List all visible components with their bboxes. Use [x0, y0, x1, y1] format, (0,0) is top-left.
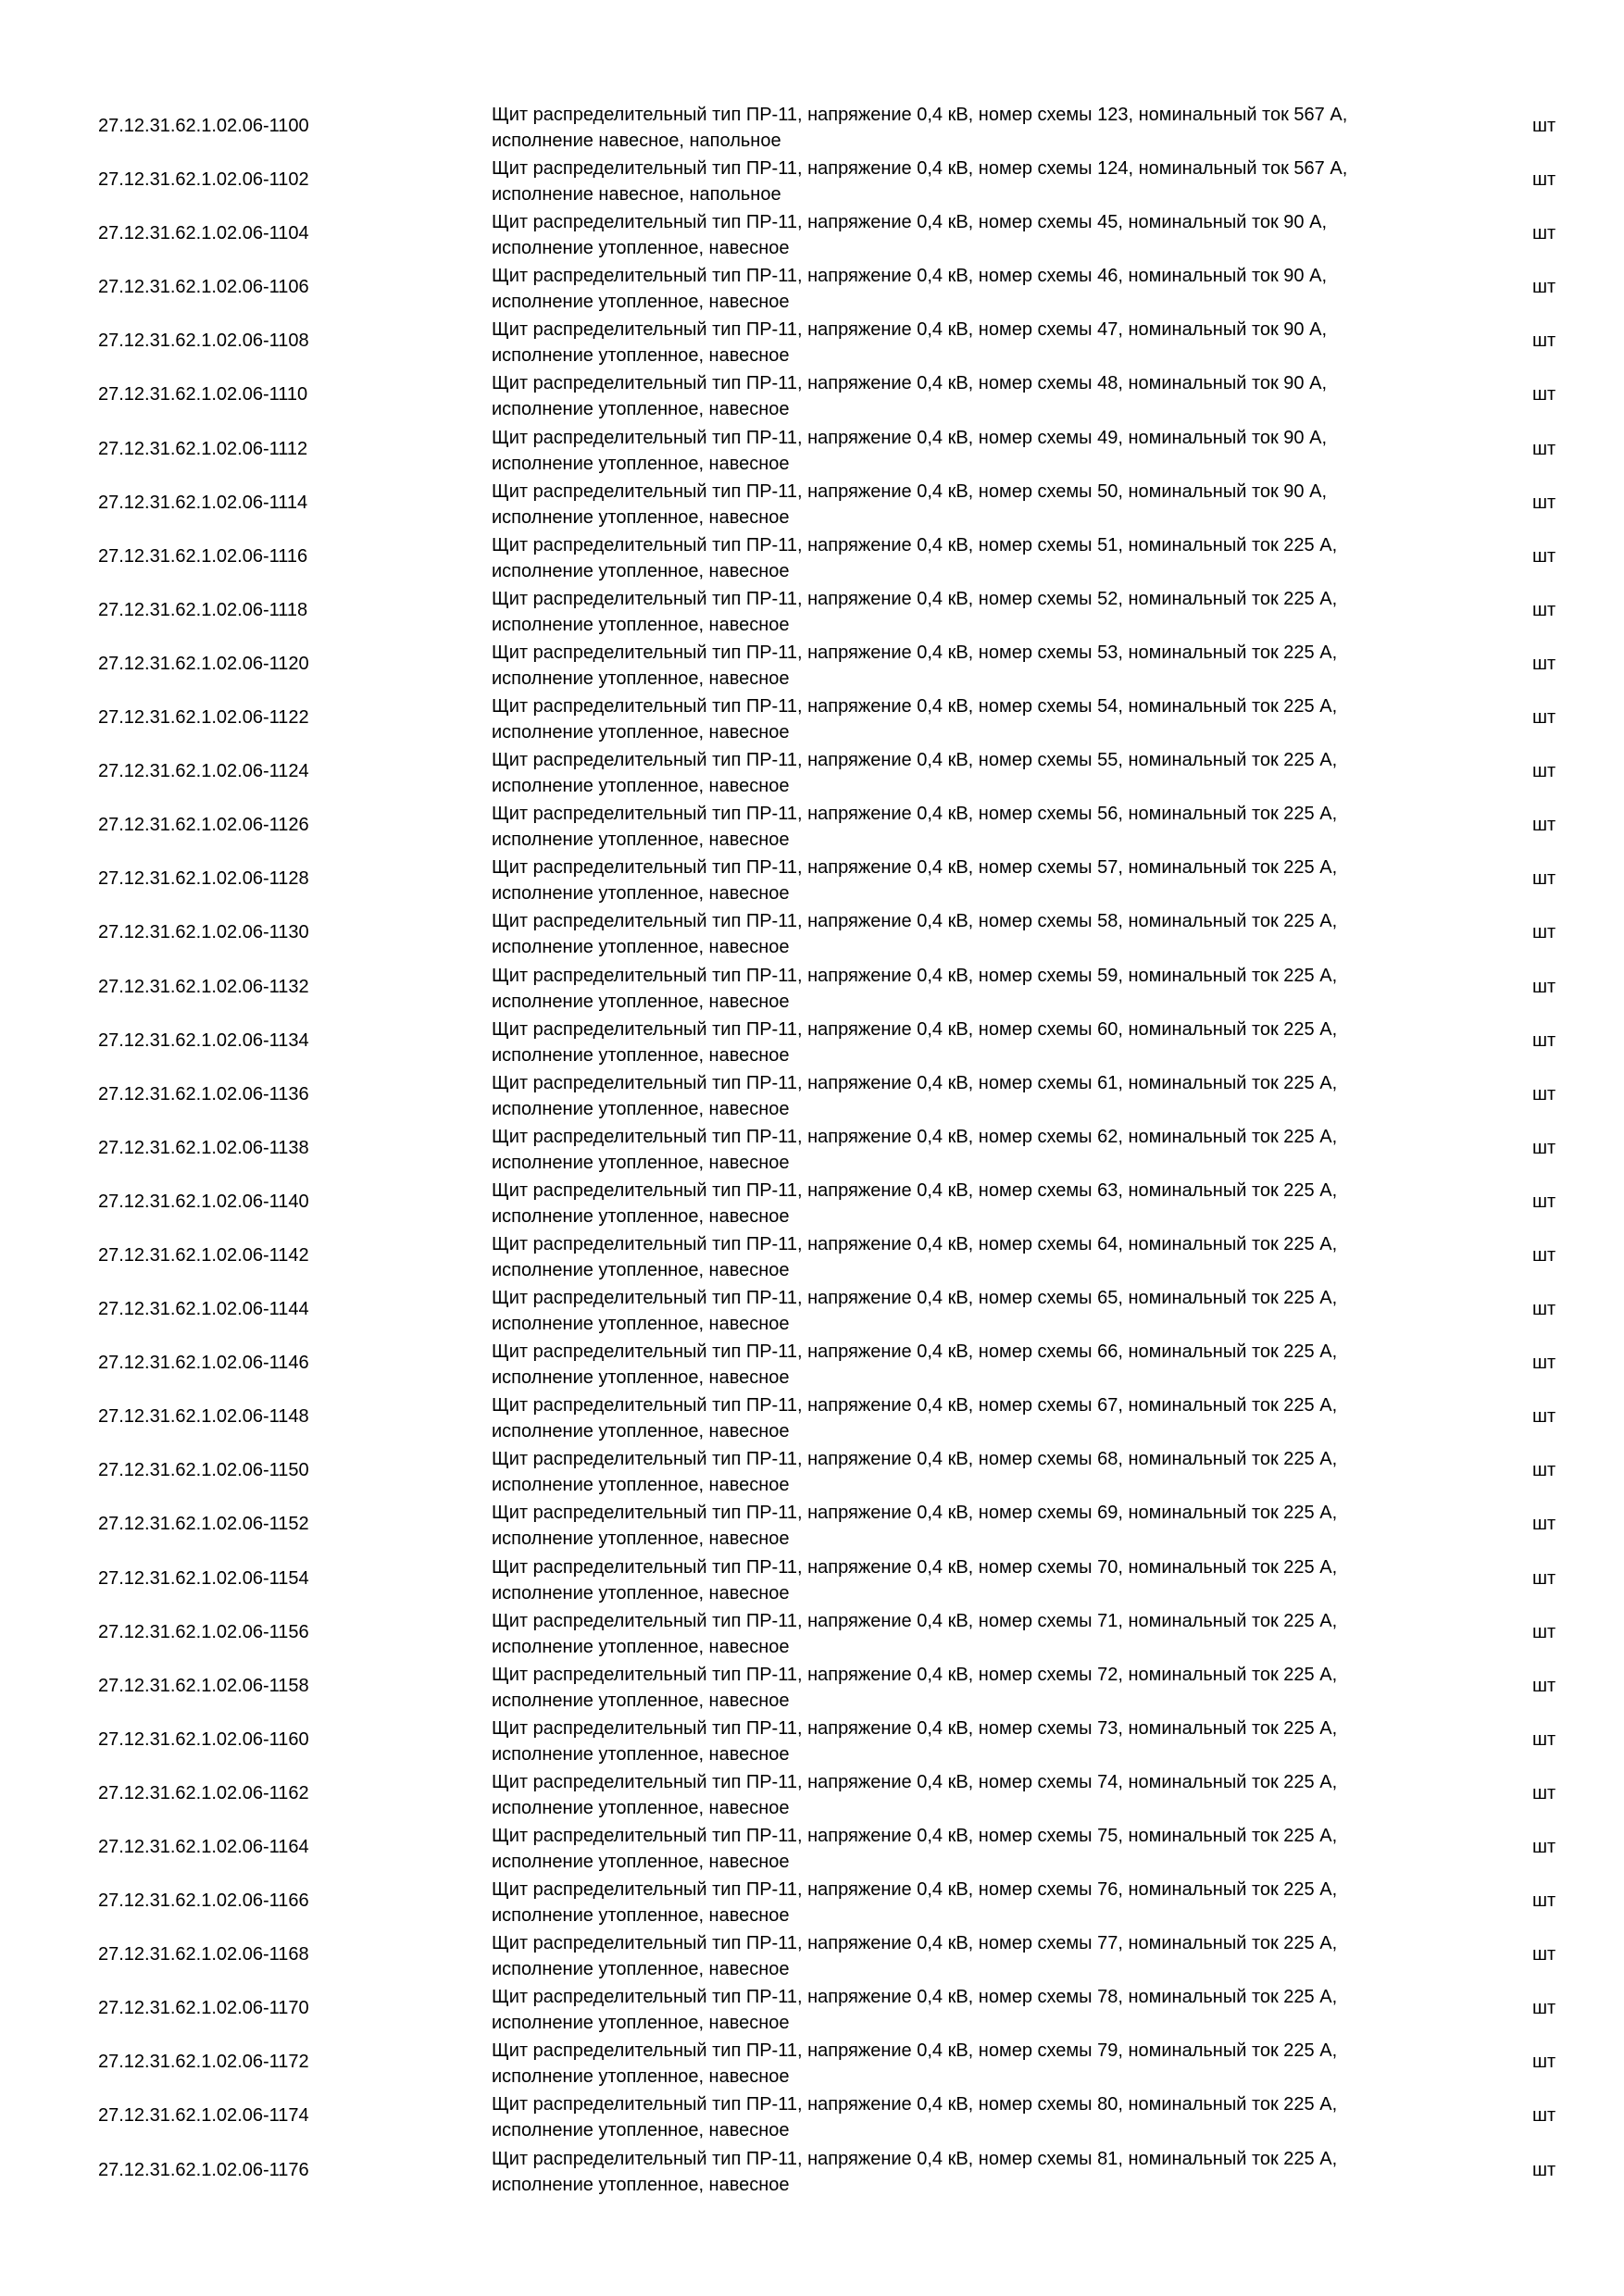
resource-description — [492, 963, 1455, 1015]
table-row — [0, 1981, 1624, 2035]
unit-of-measure: шт — [1532, 653, 1556, 674]
table-row — [0, 691, 1624, 744]
resource-description — [492, 479, 1455, 530]
description-line-2: исполнение утопленное, навесное — [492, 1582, 790, 1603]
resource-code: 27.12.31.62.1.02.06-1116 — [98, 545, 308, 567]
description-line-1: Щит распределительный тип ПР-11, напряжение 0,4 кВ, номер схемы 62, номинальный ток 225 А, — [492, 1126, 1338, 1147]
description-line-2: исполнение утопленное, навесное — [492, 2013, 790, 2034]
table-row — [0, 798, 1624, 852]
unit-of-measure: шт — [1532, 1460, 1556, 1481]
unit-of-measure: шт — [1532, 1675, 1556, 1696]
table-row — [0, 1014, 1624, 1067]
description-line-1: Щит распределительный тип ПР-11, напряжение 0,4 кВ, номер схемы 59, номинальный ток 225 А, — [492, 965, 1338, 986]
description-line-2: исполнение утопленное, навесное — [492, 614, 790, 635]
resource-description — [492, 2091, 1455, 2143]
table-row — [0, 153, 1624, 206]
table-row — [0, 1874, 1624, 1928]
table-row — [0, 1067, 1624, 1121]
description-line-2: исполнение утопленное, навесное — [492, 937, 790, 958]
resource-description — [492, 640, 1455, 692]
description-line-1: Щит распределительный тип ПР-11, напряжение 0,4 кВ, номер схемы 80, номинальный ток 225 А, — [492, 2094, 1338, 2115]
resource-description — [492, 1124, 1455, 1176]
description-line-1: Щит распределительный тип ПР-11, напряжение 0,4 кВ, номер схемы 79, номинальный ток 225 А, — [492, 2040, 1338, 2062]
unit-of-measure: шт — [1532, 438, 1556, 459]
unit-of-measure: шт — [1532, 1621, 1556, 1642]
description-line-1: Щит распределительный тип ПР-11, напряжение 0,4 кВ, номер схемы 50, номинальный ток 90 А, — [492, 480, 1328, 502]
description-line-1: Щит распределительный тип ПР-11, напряжение 0,4 кВ, номер схемы 56, номинальный ток 225 А, — [492, 804, 1338, 825]
resource-description — [492, 908, 1455, 960]
resource-code: 27.12.31.62.1.02.06-1162 — [98, 1782, 309, 1803]
table-row — [0, 530, 1624, 583]
table-row — [0, 314, 1624, 368]
resource-description — [492, 1285, 1455, 1337]
table-row — [0, 1229, 1624, 1282]
description-line-2: исполнение утопленное, навесное — [492, 506, 790, 528]
description-line-2: исполнение утопленное, навесное — [492, 1205, 790, 1227]
resource-code: 27.12.31.62.1.02.06-1106 — [98, 277, 309, 298]
description-line-2: исполнение утопленное, навесное — [492, 560, 790, 581]
resource-description — [492, 1231, 1455, 1283]
table-row — [0, 637, 1624, 691]
description-line-2: исполнение утопленное, навесное — [492, 1367, 790, 1389]
description-line-2: исполнение утопленное, навесное — [492, 1959, 790, 1980]
resource-description — [492, 1984, 1455, 2036]
table-row — [0, 1443, 1624, 1497]
unit-of-measure: шт — [1532, 922, 1556, 943]
description-line-2: исполнение утопленное, навесное — [492, 1098, 790, 1119]
resource-code: 27.12.31.62.1.02.06-1146 — [98, 1353, 309, 1374]
description-line-1: Щит распределительный тип ПР-11, напряжение 0,4 кВ, номер схемы 72, номинальный ток 225 А, — [492, 1664, 1338, 1685]
description-line-1: Щит распределительный тип ПР-11, напряжение 0,4 кВ, номер схемы 78, номинальный ток 225 А, — [492, 1987, 1338, 2008]
unit-of-measure: шт — [1532, 707, 1556, 729]
description-line-1: Щит распределительный тип ПР-11, напряжение 0,4 кВ, номер схемы 124, номинальный ток 567 А, — [492, 158, 1348, 180]
resource-code: 27.12.31.62.1.02.06-1166 — [98, 1890, 309, 1912]
unit-of-measure: шт — [1532, 1890, 1556, 1912]
resource-code: 27.12.31.62.1.02.06-1164 — [98, 1837, 309, 1857]
description-line-1: Щит распределительный тип ПР-11, напряжение 0,4 кВ, номер схемы 46, номинальный ток 90 А, — [492, 266, 1328, 287]
resource-code: 27.12.31.62.1.02.06-1148 — [98, 1406, 309, 1428]
resource-code: 27.12.31.62.1.02.06-1158 — [98, 1675, 309, 1696]
resource-code: 27.12.31.62.1.02.06-1126 — [98, 815, 309, 836]
description-line-2: исполнение утопленное, навесное — [492, 1797, 790, 1818]
description-line-2: исполнение утопленное, навесное — [492, 1421, 790, 1442]
resource-description — [492, 425, 1455, 477]
resource-description — [492, 370, 1455, 422]
table-row — [0, 1121, 1624, 1175]
unit-of-measure: шт — [1532, 116, 1556, 136]
description-line-2: исполнение утопленное, навесное — [492, 292, 790, 313]
resource-code: 27.12.31.62.1.02.06-1134 — [98, 1029, 309, 1051]
description-line-1: Щит распределительный тип ПР-11, напряжение 0,4 кВ, номер схемы 75, номинальный ток 225 А, — [492, 1826, 1338, 1846]
description-line-2: исполнение навесное, напольное — [492, 131, 781, 151]
table-row — [0, 852, 1624, 905]
table-row — [0, 1552, 1624, 1605]
unit-of-measure: шт — [1532, 1406, 1556, 1428]
resource-description — [492, 1823, 1455, 1875]
resource-description — [492, 1662, 1455, 1714]
unit-of-measure: шт — [1532, 545, 1556, 567]
resource-code: 27.12.31.62.1.02.06-1172 — [98, 2052, 309, 2073]
description-line-2: исполнение утопленное, навесное — [492, 1475, 790, 1496]
description-line-1: Щит распределительный тип ПР-11, напряжение 0,4 кВ, номер схемы 68, номинальный ток 225 А, — [492, 1449, 1338, 1470]
description-line-2: исполнение утопленное, навесное — [492, 1529, 790, 1550]
resource-description — [492, 1608, 1455, 1660]
description-line-2: исполнение утопленное, навесное — [492, 1743, 790, 1765]
description-line-2: исполнение утопленное, навесное — [492, 991, 790, 1012]
unit-of-measure: шт — [1532, 169, 1556, 191]
table-row — [0, 1336, 1624, 1390]
description-line-1: Щит распределительный тип ПР-11, напряжение 0,4 кВ, номер схемы 123, номинальный ток 567 А, — [492, 105, 1348, 125]
table-row — [0, 422, 1624, 476]
resource-table — [0, 99, 1624, 2197]
unit-of-measure: шт — [1532, 1191, 1556, 1212]
resource-description — [492, 586, 1455, 638]
resource-description — [492, 1500, 1455, 1552]
resource-description — [492, 1769, 1455, 1821]
description-line-1: Щит распределительный тип ПР-11, напряжение 0,4 кВ, номер схемы 53, номинальный ток 225 А, — [492, 642, 1338, 663]
description-line-2: исполнение утопленное, навесное — [492, 238, 790, 259]
resource-description — [492, 2038, 1455, 2090]
description-line-2: исполнение утопленное, навесное — [492, 453, 790, 474]
resource-description — [492, 317, 1455, 368]
resource-description — [492, 1017, 1455, 1068]
resource-description — [492, 747, 1455, 799]
unit-of-measure: шт — [1532, 1567, 1556, 1589]
table-row — [0, 744, 1624, 798]
description-line-1: Щит распределительный тип ПР-11, напряжение 0,4 кВ, номер схемы 70, номинальный ток 225 А, — [492, 1556, 1338, 1578]
resource-code: 27.12.31.62.1.02.06-1176 — [98, 2159, 309, 2180]
table-row — [0, 1713, 1624, 1766]
description-line-1: Щит распределительный тип ПР-11, напряжение 0,4 кВ, номер схемы 77, номинальный ток 225 А, — [492, 1933, 1338, 1954]
resource-description — [492, 2146, 1455, 2198]
unit-of-measure: шт — [1532, 223, 1556, 244]
resource-code: 27.12.31.62.1.02.06-1124 — [98, 761, 309, 782]
resource-description — [492, 156, 1455, 207]
description-line-1: Щит распределительный тип ПР-11, напряжение 0,4 кВ, номер схемы 67, номинальный ток 225 А, — [492, 1395, 1338, 1416]
unit-of-measure: шт — [1532, 1353, 1556, 1374]
resource-code: 27.12.31.62.1.02.06-1160 — [98, 1728, 309, 1750]
unit-of-measure: шт — [1532, 384, 1556, 406]
resource-code: 27.12.31.62.1.02.06-1112 — [98, 438, 308, 459]
description-line-1: Щит распределительный тип ПР-11, напряжение 0,4 кВ, номер схемы 60, номинальный ток 225 А, — [492, 1018, 1338, 1040]
resource-code: 27.12.31.62.1.02.06-1108 — [98, 331, 309, 352]
unit-of-measure: шт — [1532, 1728, 1556, 1750]
table-row — [0, 1659, 1624, 1713]
unit-of-measure: шт — [1532, 2052, 1556, 2073]
description-line-2: исполнение утопленное, навесное — [492, 1152, 790, 1173]
description-line-2: исполнение навесное, напольное — [492, 184, 781, 206]
table-row — [0, 206, 1624, 260]
unit-of-measure: шт — [1532, 2159, 1556, 2180]
table-row — [0, 1605, 1624, 1659]
description-line-2: исполнение утопленное, навесное — [492, 1314, 790, 1335]
unit-of-measure: шт — [1532, 868, 1556, 890]
resource-code: 27.12.31.62.1.02.06-1174 — [98, 2105, 309, 2127]
resource-code: 27.12.31.62.1.02.06-1140 — [98, 1191, 309, 1212]
resource-description — [492, 263, 1455, 315]
unit-of-measure: шт — [1532, 1299, 1556, 1320]
unit-of-measure: шт — [1532, 815, 1556, 836]
description-line-2: исполнение утопленное, навесное — [492, 1044, 790, 1066]
resource-description — [492, 209, 1455, 261]
resource-code: 27.12.31.62.1.02.06-1110 — [98, 384, 308, 406]
description-line-1: Щит распределительный тип ПР-11, напряжение 0,4 кВ, номер схемы 81, номинальный ток 225 А, — [492, 2148, 1338, 2169]
resource-code: 27.12.31.62.1.02.06-1170 — [98, 1998, 309, 2019]
resource-code: 27.12.31.62.1.02.06-1120 — [98, 653, 309, 674]
description-line-1: Щит распределительный тип ПР-11, напряжение 0,4 кВ, номер схемы 64, номинальный ток 225 А, — [492, 1233, 1338, 1254]
unit-of-measure: шт — [1532, 1998, 1556, 2019]
description-line-1: Щит распределительный тип ПР-11, напряжение 0,4 кВ, номер схемы 66, номинальный ток 225 А, — [492, 1341, 1338, 1363]
table-row — [0, 99, 1624, 153]
table-row — [0, 1497, 1624, 1551]
table-row — [0, 2143, 1624, 2197]
resource-code: 27.12.31.62.1.02.06-1122 — [98, 707, 309, 729]
table-row — [0, 1820, 1624, 1874]
resource-description — [492, 102, 1455, 154]
description-line-1: Щит распределительный тип ПР-11, напряжение 0,4 кВ, номер схемы 61, номинальный ток 225 А, — [492, 1072, 1338, 1093]
unit-of-measure: шт — [1532, 1083, 1556, 1104]
table-row — [0, 1390, 1624, 1443]
resource-description — [492, 1930, 1455, 1982]
unit-of-measure: шт — [1532, 2105, 1556, 2127]
description-line-2: исполнение утопленное, навесное — [492, 1690, 790, 1711]
unit-of-measure: шт — [1532, 1514, 1556, 1535]
description-line-2: исполнение утопленное, навесное — [492, 345, 790, 367]
resource-code: 27.12.31.62.1.02.06-1136 — [98, 1083, 309, 1104]
resource-code: 27.12.31.62.1.02.06-1156 — [98, 1621, 309, 1642]
resource-code: 27.12.31.62.1.02.06-1152 — [98, 1514, 309, 1535]
resource-code: 27.12.31.62.1.02.06-1104 — [98, 223, 309, 244]
description-line-1: Щит распределительный тип ПР-11, напряжение 0,4 кВ, номер схемы 45, номинальный ток 90 А, — [492, 212, 1328, 233]
table-row — [0, 476, 1624, 530]
resource-description — [492, 1070, 1455, 1122]
table-row — [0, 1766, 1624, 1820]
table-row — [0, 260, 1624, 314]
description-line-2: исполнение утопленное, навесное — [492, 722, 790, 743]
table-row — [0, 368, 1624, 421]
unit-of-measure: шт — [1532, 1837, 1556, 1857]
unit-of-measure: шт — [1532, 277, 1556, 298]
resource-code: 27.12.31.62.1.02.06-1138 — [98, 1137, 309, 1158]
resource-code: 27.12.31.62.1.02.06-1114 — [98, 492, 308, 513]
resource-code: 27.12.31.62.1.02.06-1150 — [98, 1460, 309, 1481]
description-line-2: исполнение утопленное, навесное — [492, 776, 790, 797]
resource-description — [492, 1392, 1455, 1444]
resource-code: 27.12.31.62.1.02.06-1100 — [98, 116, 309, 136]
unit-of-measure: шт — [1532, 761, 1556, 782]
description-line-2: исполнение утопленное, навесное — [492, 2120, 790, 2141]
description-line-2: исполнение утопленное, навесное — [492, 883, 790, 905]
description-line-1: Щит распределительный тип ПР-11, напряжение 0,4 кВ, номер схемы 51, номинальный ток 225 А, — [492, 534, 1338, 555]
description-line-2: исполнение утопленное, навесное — [492, 1259, 790, 1280]
description-line-2: исполнение утопленное, навесное — [492, 1636, 790, 1657]
description-line-1: Щит распределительный тип ПР-11, напряжение 0,4 кВ, номер схемы 54, номинальный ток 225 А, — [492, 696, 1338, 718]
description-line-1: Щит распределительный тип ПР-11, напряжение 0,4 кВ, номер схемы 76, номинальный ток 225 А, — [492, 1879, 1338, 1901]
resource-code: 27.12.31.62.1.02.06-1118 — [98, 599, 308, 620]
resource-code: 27.12.31.62.1.02.06-1102 — [98, 169, 309, 191]
resource-code: 27.12.31.62.1.02.06-1128 — [98, 868, 309, 890]
unit-of-measure: шт — [1532, 1782, 1556, 1803]
description-line-1: Щит распределительный тип ПР-11, напряжение 0,4 кВ, номер схемы 55, номинальный ток 225 А, — [492, 750, 1338, 771]
description-line-2: исполнение утопленное, навесное — [492, 2174, 790, 2195]
description-line-1: Щит распределительный тип ПР-11, напряжение 0,4 кВ, номер схемы 74, номинальный ток 225 А, — [492, 1771, 1338, 1792]
table-row — [0, 1928, 1624, 1981]
unit-of-measure: шт — [1532, 331, 1556, 352]
resource-description — [492, 693, 1455, 745]
resource-code: 27.12.31.62.1.02.06-1142 — [98, 1244, 309, 1266]
description-line-2: исполнение утопленное, навесное — [492, 399, 790, 420]
resource-description — [492, 1716, 1455, 1767]
resource-description — [492, 532, 1455, 584]
description-line-2: исполнение утопленное, навесное — [492, 668, 790, 689]
description-line-1: Щит распределительный тип ПР-11, напряжение 0,4 кВ, номер схемы 73, номинальный ток 225 А, — [492, 1717, 1338, 1739]
unit-of-measure: шт — [1532, 1029, 1556, 1051]
table-row — [0, 2035, 1624, 2089]
description-line-1: Щит распределительный тип ПР-11, напряжение 0,4 кВ, номер схемы 48, номинальный ток 90 А, — [492, 373, 1328, 394]
resource-code: 27.12.31.62.1.02.06-1144 — [98, 1299, 309, 1320]
table-row — [0, 905, 1624, 959]
description-line-1: Щит распределительный тип ПР-11, напряжение 0,4 кВ, номер схемы 71, номинальный ток 225 А, — [492, 1610, 1338, 1631]
unit-of-measure: шт — [1532, 492, 1556, 513]
unit-of-measure: шт — [1532, 976, 1556, 997]
resource-code: 27.12.31.62.1.02.06-1168 — [98, 1944, 309, 1965]
resource-description — [492, 1339, 1455, 1391]
description-line-2: исполнение утопленное, навесное — [492, 2066, 790, 2088]
description-line-1: Щит распределительный тип ПР-11, напряжение 0,4 кВ, номер схемы 65, номинальный ток 225 А, — [492, 1288, 1338, 1309]
description-line-1: Щит распределительный тип ПР-11, напряжение 0,4 кВ, номер схемы 52, номинальный ток 225 А, — [492, 588, 1338, 609]
resource-code: 27.12.31.62.1.02.06-1130 — [98, 922, 309, 943]
description-line-1: Щит распределительный тип ПР-11, напряжение 0,4 кВ, номер схемы 47, номинальный ток 90 А, — [492, 319, 1328, 341]
description-line-1: Щит распределительный тип ПР-11, напряжение 0,4 кВ, номер схемы 69, номинальный ток 225 А, — [492, 1503, 1338, 1524]
unit-of-measure: шт — [1532, 1137, 1556, 1158]
table-row — [0, 583, 1624, 637]
unit-of-measure: шт — [1532, 1244, 1556, 1266]
description-line-1: Щит распределительный тип ПР-11, напряжение 0,4 кВ, номер схемы 63, номинальный ток 225 А, — [492, 1179, 1338, 1201]
resource-description — [492, 1554, 1455, 1606]
table-row — [0, 2089, 1624, 2142]
table-row — [0, 1175, 1624, 1229]
description-line-1: Щит распределительный тип ПР-11, напряжение 0,4 кВ, номер схемы 49, номинальный ток 90 А, — [492, 427, 1328, 448]
resource-description — [492, 1178, 1455, 1229]
table-row — [0, 1282, 1624, 1336]
unit-of-measure: шт — [1532, 1944, 1556, 1965]
resource-code: 27.12.31.62.1.02.06-1154 — [98, 1567, 309, 1589]
description-line-2: исполнение утопленное, навесное — [492, 1852, 790, 1872]
resource-description — [492, 801, 1455, 853]
resource-description — [492, 1877, 1455, 1928]
description-line-2: исполнение утопленное, навесное — [492, 1905, 790, 1927]
resource-code: 27.12.31.62.1.02.06-1132 — [98, 976, 309, 997]
description-line-2: исполнение утопленное, навесное — [492, 830, 790, 851]
unit-of-measure: шт — [1532, 599, 1556, 620]
resource-description — [492, 855, 1455, 906]
description-line-1: Щит распределительный тип ПР-11, напряжение 0,4 кВ, номер схемы 57, номинальный ток 225 А, — [492, 857, 1338, 879]
description-line-1: Щит распределительный тип ПР-11, напряжение 0,4 кВ, номер схемы 58, номинальный ток 225 А, — [492, 911, 1338, 932]
resource-description — [492, 1446, 1455, 1498]
table-row — [0, 960, 1624, 1014]
